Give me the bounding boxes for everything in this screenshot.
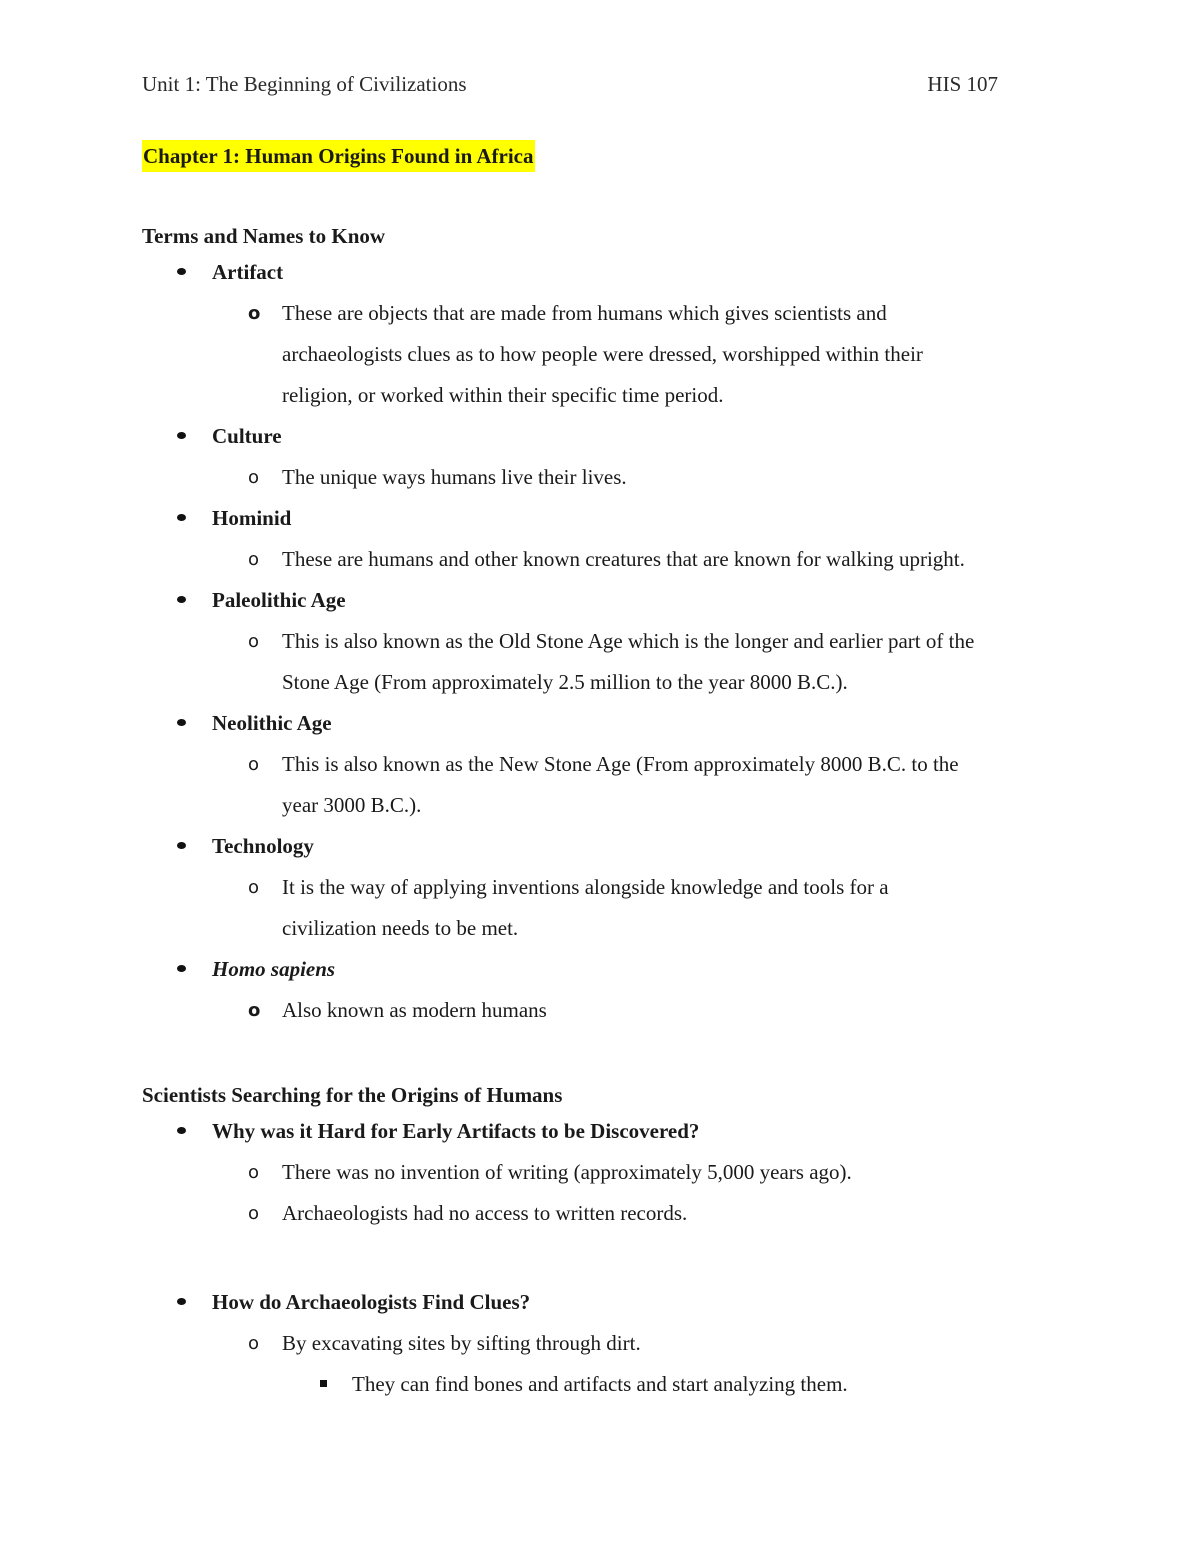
term-definition: o Also known as modern humans <box>142 990 1082 1031</box>
term-definition: o It is the way of applying inventions alongside knowledge and tools for a <box>142 867 1082 908</box>
term-label: Homo sapiens <box>212 957 336 981</box>
term-definition: o These are objects that are made from humans which gives scientists and <box>142 293 1082 334</box>
term-definition: o This is also known as the New Stone Age (From approximately 8000 B.C. to the <box>142 744 1082 785</box>
term-item-neolithic-age <box>142 703 1082 744</box>
bullet-icon <box>177 965 186 972</box>
detail-item: They can find bones and artifacts and start analyzing them. <box>142 1364 1082 1405</box>
hollow-bullet-icon: o <box>248 467 260 488</box>
question-label: Why was it Hard for Early Artifacts to be Discovered? <box>212 1119 700 1143</box>
hollow-bullet-icon: o <box>248 1333 260 1354</box>
term-item-culture <box>142 416 1082 457</box>
hollow-bullet-icon: o <box>248 1162 260 1183</box>
square-bullet-icon <box>320 1380 327 1387</box>
header-course-code: HIS 107 <box>927 72 998 96</box>
archaeologists-list <box>142 1282 1082 1405</box>
hollow-bullet-icon: o <box>248 1203 260 1224</box>
term-definition-continued: civilization needs to be met. <box>282 916 519 940</box>
term-definition-continued: Stone Age (From approximately 2.5 million to the year 8000 B.C.). <box>282 670 848 694</box>
term-item-technology <box>142 826 1082 867</box>
term-item-paleolithic-age <box>142 580 1082 621</box>
bullet-icon <box>177 1298 186 1305</box>
term-definition: o These are humans and other known creatures that are known for walking upright. <box>142 539 1082 580</box>
term-item-artifact <box>142 252 1082 293</box>
chapter-title: Chapter 1: Human Origins Found in Africa <box>142 140 535 172</box>
term-label: Artifact <box>212 260 284 284</box>
chapter-title-row <box>142 140 1082 172</box>
hollow-bullet-icon: o <box>248 1000 261 1021</box>
hollow-bullet-icon: o <box>248 877 260 898</box>
page-header <box>142 72 998 102</box>
term-label: Paleolithic Age <box>212 588 346 612</box>
hollow-bullet-icon: o <box>248 631 260 652</box>
bullet-icon <box>177 842 186 849</box>
bullet-icon <box>177 719 186 726</box>
term-label: Technology <box>212 834 314 858</box>
term-definition-continued: religion, or worked within their specific time period. <box>282 383 724 407</box>
term-definition: o The unique ways humans live their lives. <box>142 457 1082 498</box>
terms-heading: Terms and Names to Know <box>142 224 386 248</box>
answer-item: o By excavating sites by sifting through dirt. <box>142 1323 1082 1364</box>
header-unit-title: Unit 1: The Beginning of Civilizations <box>142 72 467 96</box>
document-body <box>142 140 1082 1405</box>
hollow-bullet-icon: o <box>248 754 260 775</box>
bullet-icon <box>177 596 186 603</box>
hollow-bullet-icon: o <box>248 549 260 570</box>
term-definition-continued: archaeologists clues as to how people were dressed, worshipped within their <box>282 342 923 366</box>
term-item-homo-sapiens <box>142 949 1082 990</box>
question-item <box>142 1282 1082 1323</box>
answer-item: o There was no invention of writing (approximately 5,000 years ago). <box>142 1152 1082 1193</box>
scientists-list <box>142 1111 1082 1234</box>
term-item-hominid <box>142 498 1082 539</box>
scientists-heading: Scientists Searching for the Origins of Humans <box>142 1083 563 1107</box>
bullet-icon <box>177 268 186 275</box>
terms-list <box>142 252 1082 1031</box>
question-label: How do Archaeologists Find Clues? <box>212 1290 531 1314</box>
term-label: Culture <box>212 424 282 448</box>
hollow-bullet-icon: o <box>248 303 261 324</box>
term-label: Neolithic Age <box>212 711 332 735</box>
answer-item: o Archaeologists had no access to written records. <box>142 1193 1082 1234</box>
bullet-icon <box>177 514 186 521</box>
term-definition: o This is also known as the Old Stone Age which is the longer and earlier part of the <box>142 621 1082 662</box>
bullet-icon <box>177 1127 186 1134</box>
term-label: Hominid <box>212 506 292 530</box>
question-item <box>142 1111 1082 1152</box>
bullet-icon <box>177 432 186 439</box>
term-definition-continued: year 3000 B.C.). <box>282 793 422 817</box>
